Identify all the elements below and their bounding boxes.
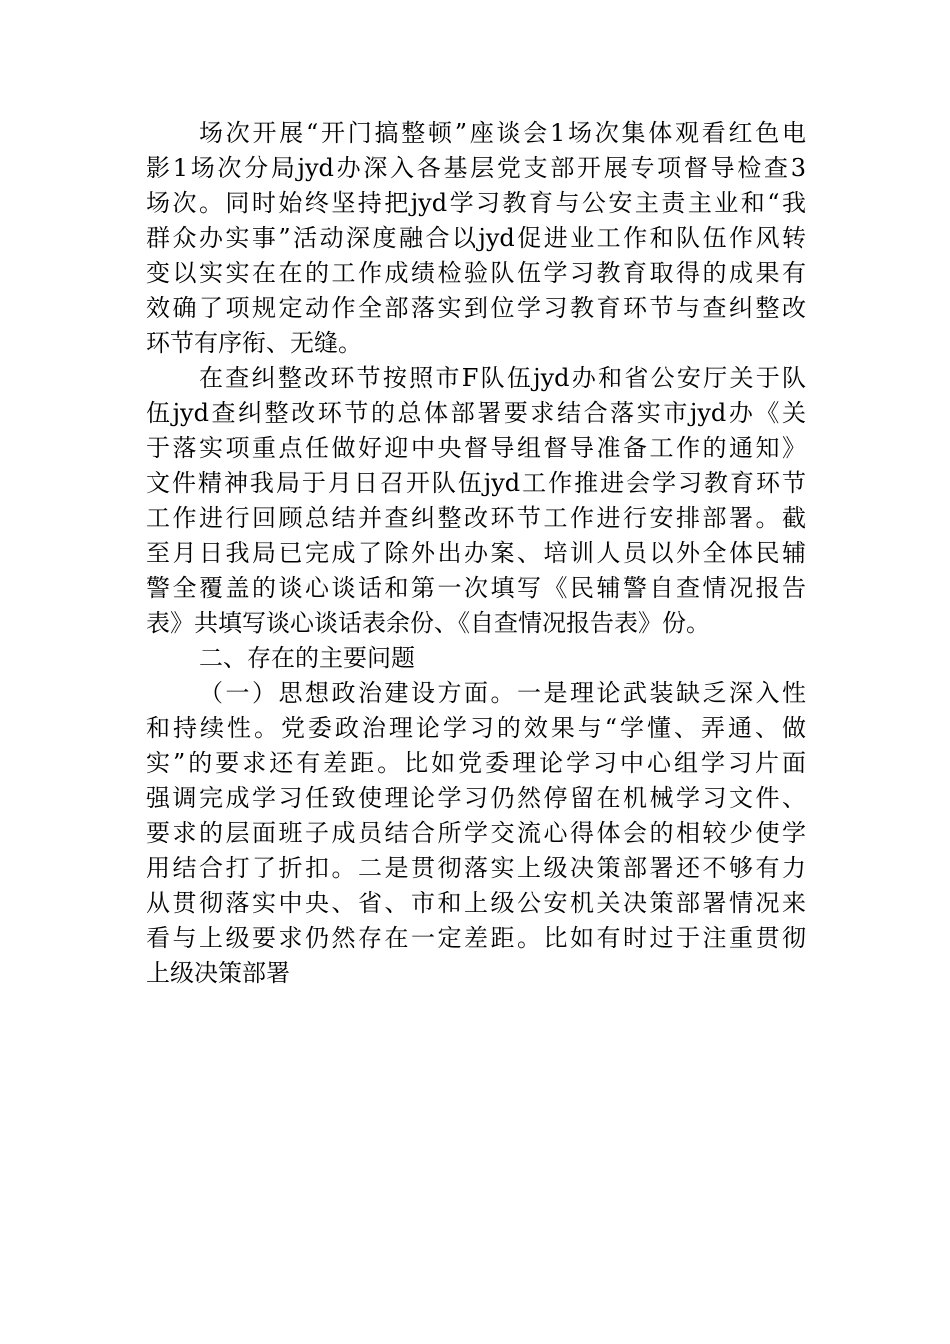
paragraph-line: 在查纠整改环节按照市F队伍jyd办和省公安厅关于队: [199, 364, 806, 392]
paragraph-line: 伍jyd查纠整改环节的总体部署要求结合落实市jyd办《关: [146, 399, 806, 427]
paragraph-progress-report: [146, 116, 806, 361]
paragraph-line: 环节有序衔、无缝。: [146, 329, 362, 357]
paragraph-line: 表》共填写谈心谈话表余份、《自查情况报告表》份。: [146, 609, 710, 637]
paragraph-line: 变以实实在在的工作成绩检验队伍学习教育取得的成果有: [146, 259, 806, 287]
paragraph-line: （一）思想政治建设方面。一是理论武装缺乏深入性: [199, 679, 806, 707]
paragraph-line: 场次。同时始终坚持把jyd学习教育与公安主责主业和“我: [146, 189, 806, 217]
paragraph-rectification: [146, 361, 806, 641]
section-heading: 二、存在的主要问题: [199, 644, 415, 672]
document-body: [146, 116, 806, 991]
paragraph-line: 群众办实事”活动深度融合以jyd促进业工作和队伍作风转: [146, 224, 806, 252]
paragraph-line: 文件精神我局于月日召开队伍jyd工作推进会学习教育环节: [146, 469, 806, 497]
paragraph-line: 效确了项规定动作全部落实到位学习教育环节与查纠整改: [146, 294, 806, 322]
paragraph-main-problems: [146, 676, 806, 991]
paragraph-line: 用结合打了折扣。二是贯彻落实上级决策部署还不够有力: [146, 854, 806, 882]
paragraph-line: 至月日我局已完成了除外出办案、培训人员以外全体民辅: [146, 539, 806, 567]
paragraph-line: 看与上级要求仍然存在一定差距。比如有时过于注重贯彻: [146, 924, 806, 952]
paragraph-line: 实”的要求还有差距。比如党委理论学习中心组学习片面: [146, 749, 806, 777]
paragraph-line: 于落实项重点任做好迎中央督导组督导准备工作的通知》: [146, 434, 806, 462]
paragraph-line: 警全覆盖的谈心谈话和第一次填写《民辅警自查情况报告: [146, 574, 806, 602]
paragraph-line: 从贯彻落实中央、省、市和上级公安机关决策部署情况来: [146, 889, 806, 917]
paragraph-line: 强调完成学习任致使理论学习仍然停留在机械学习文件、: [146, 784, 806, 812]
paragraph-line: 场次开展“开门搞整顿”座谈会1场次集体观看红色电: [199, 119, 806, 147]
paragraph-line: 工作进行回顾总结并查纠整改环节工作进行安排部署。截: [146, 504, 806, 532]
paragraph-line: 上级决策部署: [146, 959, 290, 987]
paragraph-line: 影1场次分局jyd办深入各基层党支部开展专项督导检查3: [146, 154, 806, 182]
paragraph-line: 要求的层面班子成员结合所学交流心得体会的相较少使学: [146, 819, 806, 847]
paragraph-line: 和持续性。党委政治理论学习的效果与“学懂、弄通、做: [146, 714, 806, 742]
